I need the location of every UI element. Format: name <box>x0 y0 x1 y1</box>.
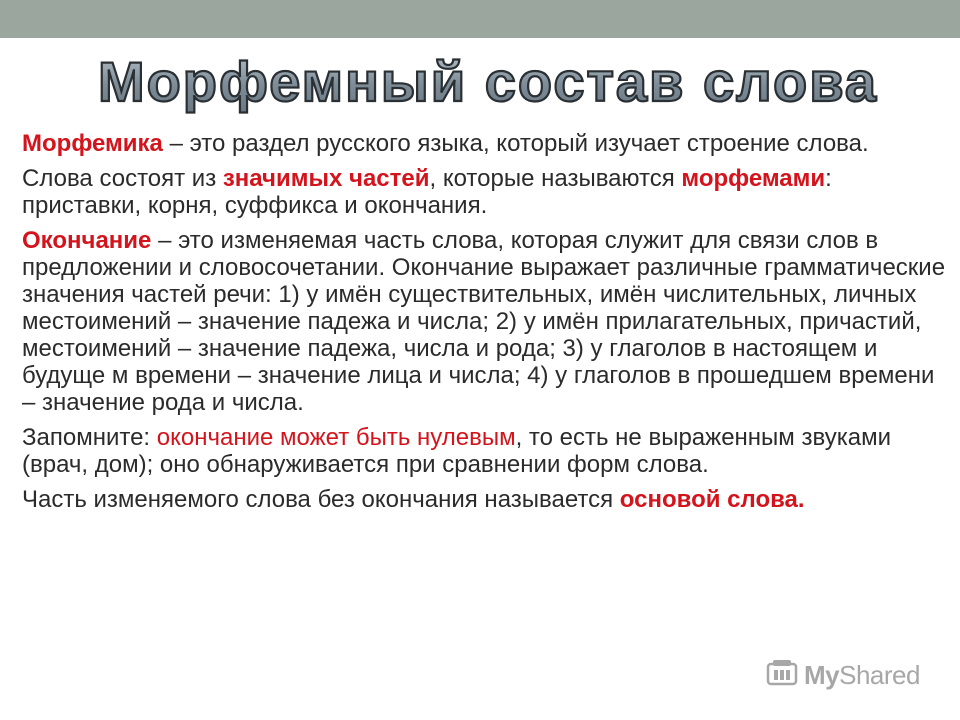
text-segment: , которые называются <box>429 165 682 192</box>
term-morphemes: морфемами <box>681 165 826 192</box>
wordmark-my: My <box>804 659 840 690</box>
text-segment: , то есть не выраженным звуками (врач, дом); оно обнаруживается при сравнении форм слова. <box>22 424 891 478</box>
text-segment: Запомните: <box>22 424 157 451</box>
slide-body <box>22 130 952 521</box>
paragraph-morphemics <box>22 130 952 157</box>
wordmark-shared: Shared <box>839 659 920 690</box>
term-stem: основой слова. <box>619 486 805 513</box>
paragraph-remember <box>22 424 952 478</box>
myshared-logo-icon <box>766 658 798 693</box>
text-segment: Часть изменяемого слова без окончания называется <box>22 486 620 513</box>
top-decor-bar <box>0 0 960 38</box>
term-zero-ending: окончание может быть нулевым <box>156 424 516 451</box>
paragraph-morphemes <box>22 165 952 219</box>
text-segment: : приставки, корня, суффикса и окончания. <box>22 165 832 219</box>
term-meaningful-parts: значимых частей <box>222 165 430 192</box>
text-segment: – это раздел русского языка, который изучает строение слова. <box>162 130 869 157</box>
slide-title-text: Морфемный состав слова <box>97 50 879 113</box>
text-segment: Слова состоят из <box>22 165 223 192</box>
slide-title <box>0 46 960 118</box>
myshared-wordmark <box>804 660 920 691</box>
paragraph-stem <box>22 486 952 513</box>
myshared-watermark <box>766 656 946 694</box>
text-segment: – это изменяемая часть слова, которая служит для связи слов в предложении и словосочетании. Окончание выражает различные грамматические значения частей речи: 1) у имён существительных, имён числительных, личных местоимений – значение падежа и числа; 2) у имён прилагательных, причастий, местоимений – значение падежа, числа и рода; 3) у глаголов в настоящем и будуще м времени – значение лица и числа; 4) у глаголов в прошедшем времени – значение рода и числа. <box>22 227 946 416</box>
term-ending: Окончание <box>22 227 152 254</box>
term-morphemics: Морфемика <box>22 130 163 157</box>
paragraph-ending <box>22 227 952 416</box>
